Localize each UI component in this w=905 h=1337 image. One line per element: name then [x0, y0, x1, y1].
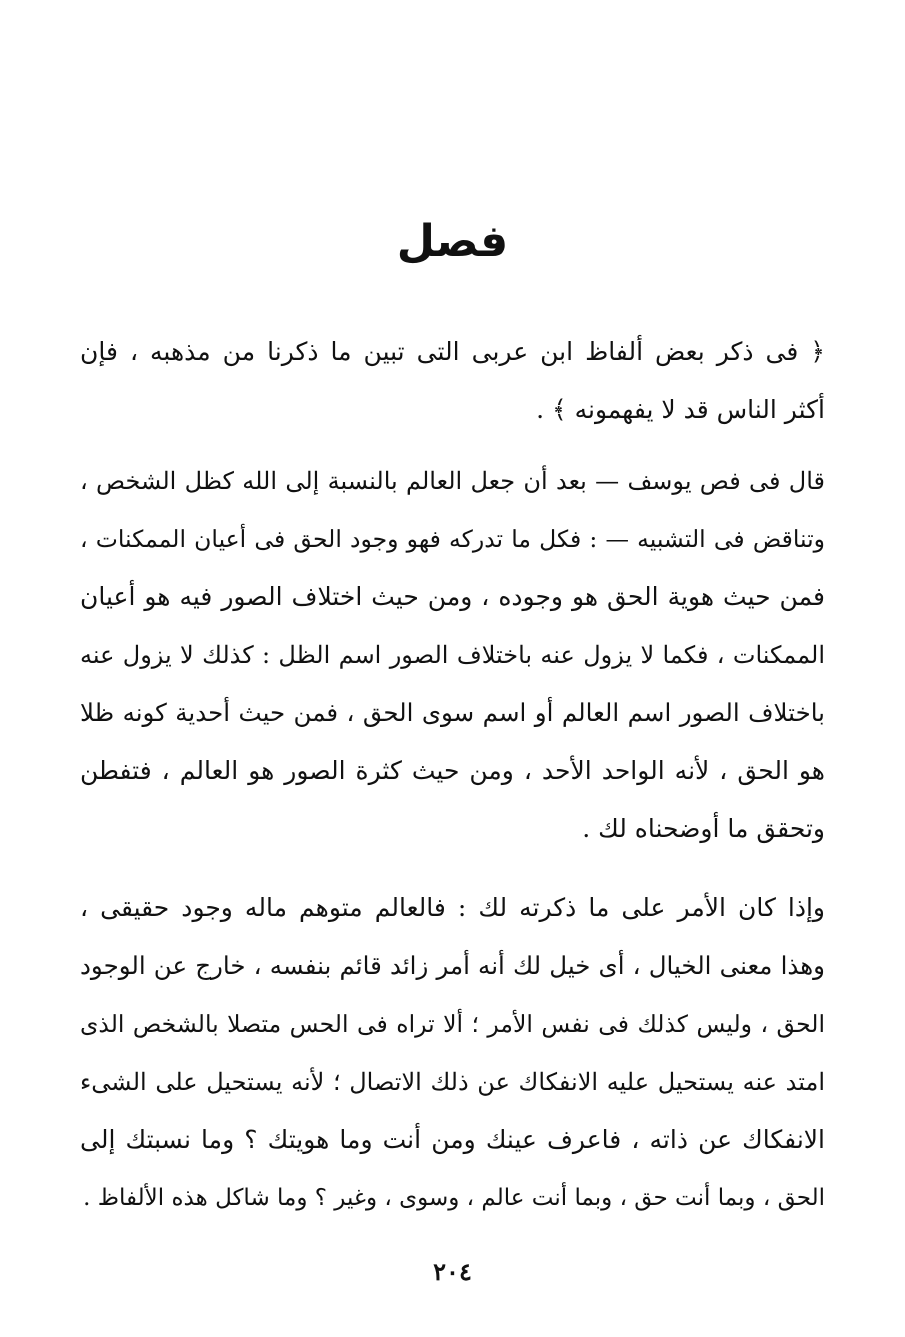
commentary-paragraph: [80, 879, 825, 1227]
text-line: الحق ، وليس كذلك فى نفس الأمر ؛ ألا تراه فى الحس متصلا بالشخص الذى: [80, 1010, 825, 1038]
text-line: وتحقق ما أوضحناه لك .: [582, 814, 825, 843]
text-line: باختلاف الصور اسم العالم أو اسم سوى الحق ، فمن حيث أحدية كونه ظلا: [80, 698, 825, 727]
text-line: وهذا معنى الخيال ، أى خيل لك أنه أمر زائد قائم بنفسه ، خارج عن الوجود: [80, 951, 825, 980]
section-title: فصل: [396, 216, 509, 267]
text-line: امتد عنه يستحيل عليه الانفكاك عن ذلك الاتصال ؛ لأنه يستحيل على الشىء: [80, 1068, 825, 1096]
page-number: ٢٠٤: [433, 1257, 472, 1286]
text-line: ﴿ فى ذكر بعض ألفاظ ابن عربى التى تبين ما ذكرنا من مذهبه ، فإن: [80, 337, 825, 366]
text-line: الحق ، وبما أنت حق ، وبما أنت عالم ، وسوى ، وغير ؟ وما شاكل هذه الألفاظ .: [83, 1185, 825, 1211]
section-heading: [0, 212, 905, 272]
text-line: وإذا كان الأمر على ما ذكرته لك : فالعالم متوهم ماله وجود حقيقى ،: [80, 893, 825, 922]
intro-paragraph: [80, 323, 825, 439]
text-line: فمن حيث هوية الحق هو وجوده ، ومن حيث اختلاف الصور فيه هو أعيان: [80, 582, 825, 611]
text-line: وتناقض فى التشبيه — : فكل ما تدركه فهو وجود الحق فى أعيان الممكنات ،: [80, 525, 825, 553]
text-line: الانفكاك عن ذاته ، فاعرف عينك ومن أنت وما هويتك ؟ وما نسبتك إلى: [80, 1125, 825, 1154]
text-line: قال فى فص يوسف — بعد أن جعل العالم بالنسبة إلى الله كظل الشخص ،: [80, 467, 825, 495]
quote-paragraph: [80, 452, 825, 858]
text-line: هو الحق ، لأنه الواحد الأحد ، ومن حيث كثرة الصور هو العالم ، فتفطن: [80, 756, 825, 785]
text-line: أكثر الناس قد لا يفهمونه ﴾ .: [536, 395, 825, 424]
text-line: الممكنات ، فكما لا يزول عنه باختلاف الصور اسم الظل : كذلك لا يزول عنه: [80, 641, 825, 669]
